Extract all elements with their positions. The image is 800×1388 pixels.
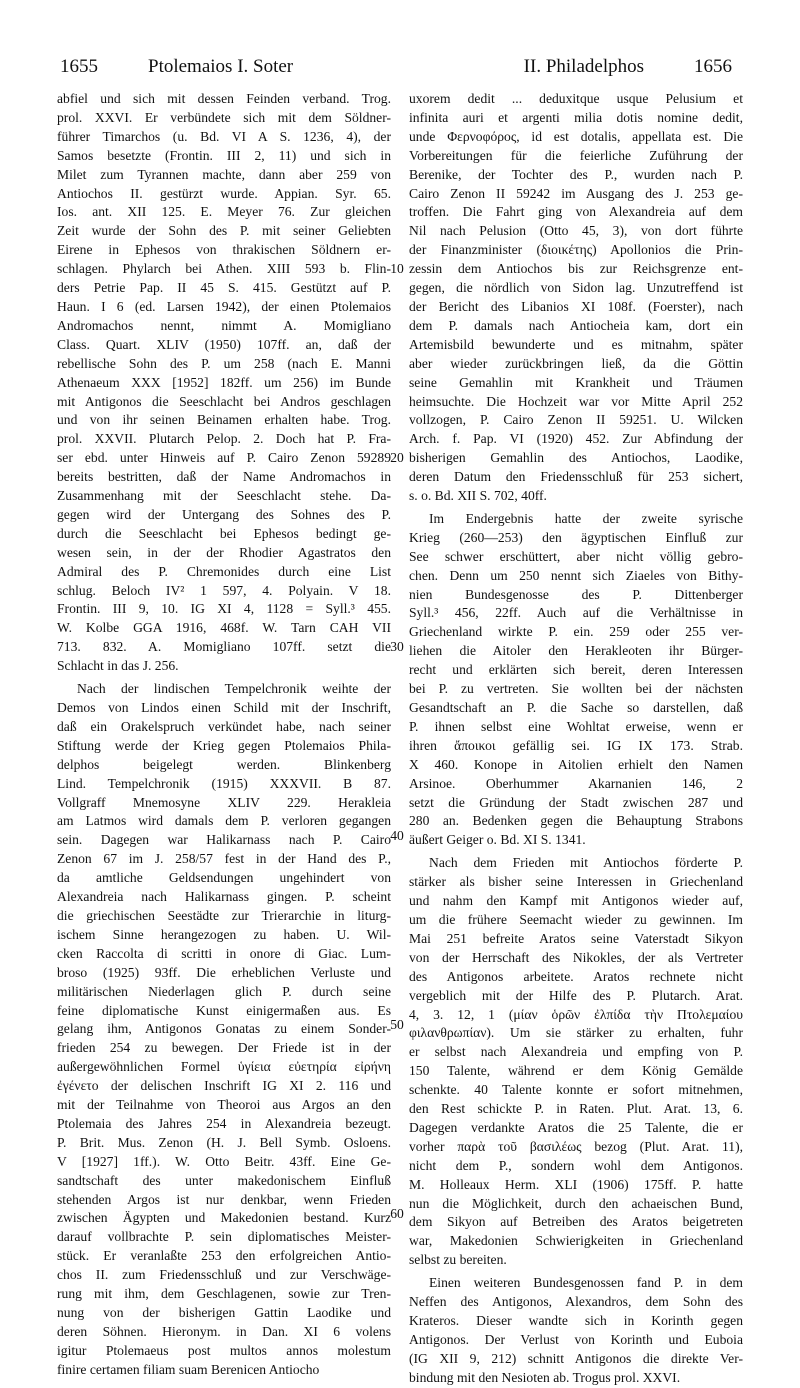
text-line: Class. Quart. XLIV (1950) 107ff. an, daß der <box>57 336 391 352</box>
text-line: war, Makedonien Schwierigkeiten in Griechenland <box>409 1233 743 1249</box>
text-line: seine Gemahlin mit Krankheit und Träumen <box>409 374 743 390</box>
text-line: schenkte. 40 Talente konnte er sofort mitnehmen, <box>409 1082 743 1098</box>
paragraph <box>409 510 743 850</box>
text-line: Vollgraff Mnemosyne XLIV 229. Herakleia <box>57 794 391 810</box>
text-line: Arch. f. Pap. VI (1920) 452. Zur Abfindung der <box>409 431 743 447</box>
text-line: am Latmos wird damals dem P. verloren gegangen <box>57 813 391 829</box>
text-line: bindung mit den Nesioten ab. Trogus prol. XXVI. <box>409 1369 681 1385</box>
line-number: 30 <box>390 639 404 655</box>
text-line: 713. 832. A. Momigliano 107ff. setzt die <box>57 639 391 655</box>
text-line: 150 Talente, während er dem König Gemälde <box>409 1063 743 1079</box>
text-line: zwischen Ägypten und Makedonien bestand. Kurz <box>57 1210 391 1226</box>
text-line: Mai 251 befreite Aratos seine Vaterstadt Sikyon <box>409 930 743 946</box>
left-column-number: 1655 <box>60 56 98 77</box>
line-number: 60 <box>390 1206 404 1222</box>
text-line: φιλανθρωπίαν). Um sie stärker zu erhalten, fuhr <box>409 1025 743 1041</box>
text-line: bereits bestritten, daß der Name Andromachos in <box>57 469 391 485</box>
text-line: uxorem dedit ... deduxitque usque Pelusium et <box>409 91 743 106</box>
text-line: Arsinoe. Oberhummer Akarnanien 146, 2 <box>409 775 743 791</box>
text-line: daß ein Orakelspruch verkündet habe, nach seiner <box>57 718 391 734</box>
text-line: Ios. ant. XII 125. E. Meyer 76. Zur gleichen <box>57 204 391 220</box>
paragraph <box>409 854 743 1270</box>
text-line: frieden 254 zu bewegen. Der Friede ist in der <box>57 1040 391 1056</box>
text-line: Frontin. III 9, 10. IG XI 4, 1128 = Syll.³ 455. <box>57 601 391 617</box>
text-line: Nach dem Frieden mit Antiochos förderte P. <box>429 855 743 871</box>
text-line: P. ihnen selbst eine Wohltat erweise, wenn er <box>409 718 743 734</box>
text-line: sein. Dagegen war Halikarnass nach P. Cairo <box>57 832 391 848</box>
right-column-number: 1656 <box>694 56 732 77</box>
text-line: militärischen Niederlagen glich P. durch seine <box>57 983 391 999</box>
text-line: Samos besetzte (Frontin. III 2, 11) und sich in <box>57 147 391 163</box>
text-line: die griechischen Seestädte zur Trierarchie in liturg- <box>57 907 391 923</box>
text-line: Gesandtschaft an P. die Sache so darstellen, daß <box>409 700 743 715</box>
text-line: er selbst nach Alexandreia und empfing von P. <box>409 1044 743 1060</box>
left-column-title: Ptolemaios I. Soter <box>148 56 294 77</box>
text-line: See schwer erschüttert, aber nicht völlig gebro- <box>409 548 743 564</box>
text-line: Im Endergebnis hatte der zweite syrische <box>429 510 743 526</box>
text-line: X 460. Konope in Aitolien erhielt den Namen <box>409 756 743 772</box>
text-line: stück. Er veranlaßte 253 den erfolgreichen Antio- <box>57 1248 391 1264</box>
text-line: ischem Sinne herangezogen zu haben. U. Wil- <box>57 926 391 942</box>
text-line: recht und erklärten sich bereit, deren Interessen <box>409 662 743 678</box>
text-line: Neffen des Antigonos, Alexandros, dem Sohn des <box>409 1294 743 1310</box>
text-line: rung mit ihm, dem Geschlagenen, sowie zur Tren- <box>57 1286 391 1302</box>
text-line: Nil nach Pelusion (Otto 45, 3), von dort führte <box>409 223 743 239</box>
text-line: heimsuchte. Die Hochzeit war vor Mitte April 252 <box>409 393 743 409</box>
text-line: zessin dem Antiochos bis zur Reichsgrenze ent- <box>409 261 743 277</box>
left-text-column <box>57 90 391 1380</box>
text-line: des Antigonos arbeitete. Aratos rechnete nicht <box>409 968 743 984</box>
text-line: gegen, die nördlich von Sidon lag. Unzutreffend ist <box>409 280 743 296</box>
text-line: Berenike, der Tochter des P., wurden nach P. <box>409 166 743 182</box>
text-line: Lind. Tempelchronik (1915) XXXVII. B 87. <box>57 775 391 791</box>
text-line: führer Timarchos (u. Bd. VI A S. 1236, 4), der <box>57 128 391 144</box>
text-line: aber wieder zurückbringen ließ, da die Göttin <box>409 355 743 371</box>
text-line: Ptolemaia des Jahres 254 in Alexandreia bezeugt. <box>57 1115 391 1131</box>
right-column-title: II. Philadelphos <box>523 56 644 77</box>
text-line: Dagegen verdankte Aratos die 25 Talente, die er <box>409 1119 743 1135</box>
text-line: der Finanzminister (διοικέτης) Apollonios die Prin- <box>409 242 743 258</box>
text-line: Zusammenhang mit der Seeschlacht stehe. Da- <box>57 488 391 504</box>
text-line: P. Brit. Mus. Zenon (H. J. Bell Symb. Osloens. <box>57 1134 391 1150</box>
line-number: 40 <box>390 828 404 844</box>
text-line: Syll.³ 456, 22ff. Auch auf die Verhältnisse in <box>409 605 743 621</box>
text-line: sandtschaft des unter makedonischem Einfluß <box>57 1172 391 1188</box>
text-line: cken Raccolta di scritti in onore di Giac. Lum- <box>57 945 391 961</box>
text-line: Stiftung werde der Krieg gegen Ptolemaios Phila- <box>57 737 391 753</box>
right-text-column <box>409 90 743 1388</box>
paragraph <box>409 1274 743 1387</box>
text-line: delphos beigelegt werden. Blinkenberg <box>57 756 391 772</box>
text-line: chos II. zum Friedensschluß und zur Verschwäge- <box>57 1267 391 1283</box>
text-line: rebellische Sohn des P. um 258 (nach E. Manni <box>57 355 391 371</box>
text-line: mit Antigonos die Seeschlacht bei Andros geschlagen <box>57 393 391 409</box>
text-line: vergeblich mit der Hilfe des P. Plutarch. Arat. <box>409 987 743 1003</box>
text-line: ihren ἄποικοι gefällig sei. IG IX 173. Strab. <box>409 737 743 753</box>
text-line: prol. XXVI. Er verbündete sich mit dem Söldner- <box>57 109 391 125</box>
text-line: ders Petrie Pap. II 45 S. 415. Gestützt auf P. <box>57 280 391 296</box>
text-line: troffen. Die Fahrt ging von Alexandreia auf dem <box>409 204 743 220</box>
text-line: vorher παρὰ τοῦ βασιλέως bezog (Plut. Arat. 11), <box>409 1138 743 1154</box>
text-line: Andromachos nennt, nimmt A. Momigliano <box>57 317 391 333</box>
text-line: (IG XII 9, 212) schnitt Antigonos die direkte Ver- <box>409 1350 743 1366</box>
text-line: selbst zu bereiten. <box>409 1252 507 1268</box>
text-line: bisherigen Gemahlin des Antiochos, Laodike, <box>409 450 743 466</box>
text-line: ἐγένετο der delischen Inschrift IG XI 2. 116 und <box>57 1078 391 1094</box>
text-line: Haun. I 6 (ed. Larsen 1942), der einen Ptolemaios <box>57 298 391 314</box>
text-line: Zeit wurde der Sohn des P. mit seiner Geliebten <box>57 223 391 239</box>
text-line: abfiel und sich mit dessen Feinden verband. Trog. <box>57 91 391 106</box>
text-line: 280 an. Bedenken gegen die Behauptung Strabons <box>409 813 743 829</box>
line-number: 10 <box>390 261 404 277</box>
text-line: nicht dem P., sondern wohl dem Antigonos. <box>409 1157 743 1173</box>
text-line: der Bericht des Libanios XI 108f. (Foerster), nach <box>409 298 743 314</box>
text-line: M. Holleaux Herm. XLI (1906) 175ff. P. hatte <box>409 1176 743 1192</box>
text-line: W. Kolbe GGA 1916, 468f. W. Tarn CAH VII <box>57 620 391 636</box>
text-line: Einen weiteren Bundesgenossen fand P. in dem <box>429 1275 743 1291</box>
text-line: und von ihr seinen Beinamen erhalten habe. Trog. <box>57 412 391 428</box>
text-line: finire certamen filiam suam Berenicen Antiocho <box>57 1361 320 1377</box>
text-line: nun die Möglichkeit, durch den achaeischen Bund, <box>409 1195 743 1211</box>
text-line: dem Sikyon auf Betreiben des Aratos beigetreten <box>409 1214 743 1230</box>
text-line: ser ebd. unter Hinweis auf P. Cairo Zenon 59289 <box>57 450 391 466</box>
text-line: vollzogen, P. Cairo Zenon II 59251. U. Wilcken <box>409 412 743 428</box>
text-line: setzt die Gründung der Stadt zwischen 287 und <box>409 794 743 810</box>
text-line: um die frühere Seemacht wieder zu gewinnen. Im <box>409 911 743 927</box>
text-line: broso (1925) 93ff. Die erheblichen Verluste und <box>57 964 391 980</box>
text-line: unde Φερνοφόρος, id est dotalis, appellata est. Die <box>409 128 743 144</box>
text-line: mit der Teilnahme von Theoroi aus Argos an den <box>57 1097 391 1113</box>
text-line: prol. XXVII. Plutarch Pelop. 2. Doch hat P. Fra- <box>57 431 391 447</box>
text-line: durch die Seeschlacht bei Ephesos bedingt ge- <box>57 525 391 541</box>
line-number: 20 <box>390 450 404 466</box>
text-line: Vorbereitungen für die feierliche Zuführung der <box>409 147 743 163</box>
text-line: Eirene in Ephesos von thrakischen Söldnern er- <box>57 242 391 258</box>
text-line: gegen wird der Untergang des Sohnes des P. <box>57 506 391 522</box>
text-line: feine diplomatische Kunst einigermaßen aus. Es <box>57 1002 391 1018</box>
text-line: gelang ihm, Antigonos Gonatas zu einem Sonder- <box>57 1021 391 1037</box>
text-line: Antiochos II. gestürzt wurde. Appian. Syr. 65. <box>57 185 391 201</box>
text-line: Nach der lindischen Tempelchronik weihte der <box>77 681 391 697</box>
text-line: schlug. Beloch IV² 1 597, 4. Polyain. V 18. <box>57 582 391 598</box>
text-line: Athenaeum XXX [1952] 182ff. um 256) im Bunde <box>57 374 391 390</box>
paragraph <box>57 90 391 676</box>
text-line: Krieg (260—253) den ägyptischen Einfluß zur <box>409 529 743 545</box>
text-line: deren Söhnen. Hieronym. in Dan. XI 6 volens <box>57 1323 391 1339</box>
text-line: 4, 3. 12, 1 (μίαν ὁρῶν ἐλπίδα τὴν Πτολεμαίου <box>409 1006 743 1022</box>
text-line: bei P. zu vertreten. Sie wollten bei der nächsten <box>409 681 743 697</box>
page-header <box>60 56 732 86</box>
paragraph <box>57 680 391 1380</box>
text-line: nien Bundesgenosse des P. Dittenberger <box>409 586 743 602</box>
text-line: schlagen. Phylarch bei Athen. XIII 593 b. Flin- <box>57 261 391 277</box>
text-line: s. o. Bd. XII S. 702, 40ff. <box>409 488 547 504</box>
text-line: nung von der bisherigen Gattin Laodike und <box>57 1305 391 1320</box>
text-line: Antigonos. Der Verlust von Korinth und Euboia <box>409 1331 743 1347</box>
text-line: chen. Denn um 250 nennt sich Ziaeles von Bithy- <box>409 567 743 583</box>
text-line: deren Datum den Friedensschluß für 253 sichert, <box>409 469 743 485</box>
text-line: den Rest schickte P. in Raten. Plut. Arat. 13, 6. <box>409 1101 743 1117</box>
text-line: Demos von Lindos einen Schild mit der Inschrift, <box>57 700 391 715</box>
text-line: Krateros. Dieser wandte sich in Korinth gegen <box>409 1313 743 1328</box>
line-number: 50 <box>390 1017 404 1033</box>
text-line: stehenden Argos ist nur denkbar, wenn Frieden <box>57 1191 391 1207</box>
text-line: Milet zum Tyrannen machte, dann aber 259 von <box>57 166 391 182</box>
text-line: Zenon 67 im J. 258/57 fest in der Hand des P., <box>57 851 391 867</box>
text-line: darauf vollbrachte P. sein diplomatisches Meister- <box>57 1229 391 1245</box>
text-line: stärker als bisher seine Interessen in Griechenland <box>409 874 743 890</box>
paragraph <box>409 90 743 506</box>
text-line: Cairo Zenon II 59242 im Ausgang des J. 253 ge- <box>409 185 743 201</box>
text-line: wesen sein, in der der Rhodier Agastratos den <box>57 544 391 560</box>
text-line: und nahm den Kampf mit Antigonos wieder auf, <box>409 893 743 909</box>
text-line: da amtliche Geldsendungen ungehindert von <box>57 870 391 886</box>
text-line: V [1927] 1ff.). W. Otto Beitr. 43ff. Eine Ge- <box>57 1153 391 1169</box>
text-line: von der Herrschaft des Nikokles, der als Vertreter <box>409 949 743 965</box>
text-line: Alexandreia nach Halikarnass gingen. P. scheint <box>57 889 391 905</box>
text-line: Artemisbild bewunderte und es mitnahm, später <box>409 336 743 352</box>
text-line: Admiral des P. Chremonides durch eine List <box>57 563 391 579</box>
text-line: infinita auri et argenti milia dotis nomine dedit, <box>409 109 743 125</box>
text-line: igitur Ptolemaeus post multos annos molestum <box>57 1342 391 1358</box>
text-line: liehen die Aitoler den Herakleoten ihr Bürger- <box>409 643 743 659</box>
text-line: Griechenland wirkte P. ein. 259 oder 255 ver- <box>409 624 743 640</box>
text-line: Schlacht in das J. 256. <box>57 658 179 674</box>
text-line: dem P. damals nach Antiocheia kam, dort ein <box>409 317 743 333</box>
text-line: außergewöhnlichen Formel ὑγίεια εὐετηρία εἰρήνη <box>57 1059 391 1075</box>
text-line: äußert Geiger o. Bd. XI S. 1341. <box>409 832 586 848</box>
